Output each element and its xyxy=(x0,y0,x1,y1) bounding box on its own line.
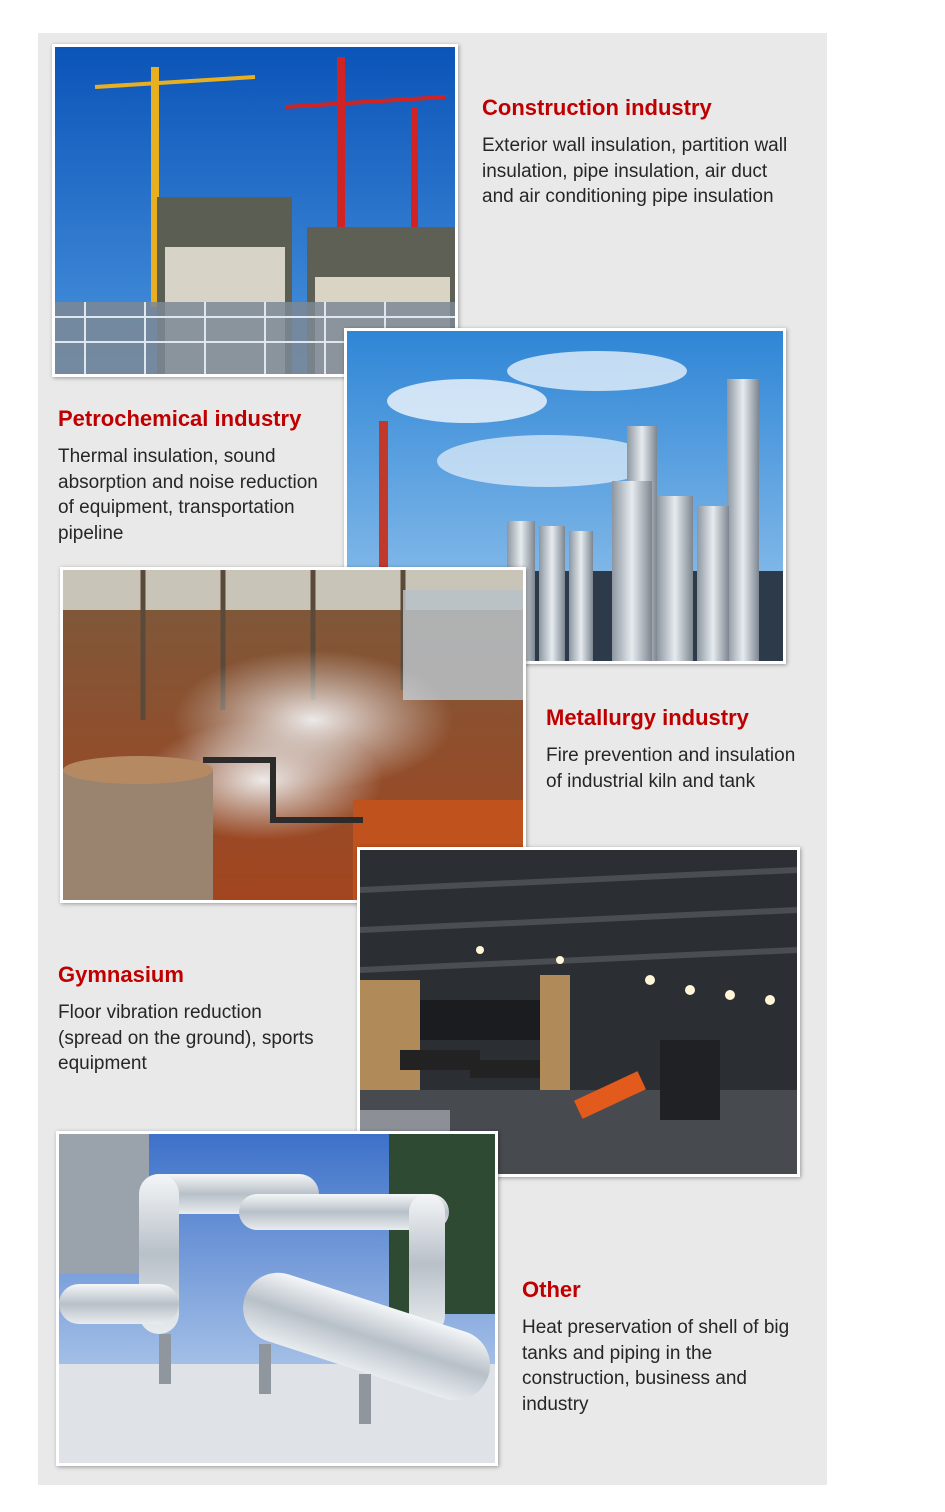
section-description: Heat preservation of shell of big tanks and piping in the construction, business and industry xyxy=(522,1317,790,1416)
section-title: Construction industry xyxy=(482,95,712,120)
insulated-pipes-photo xyxy=(56,1131,498,1466)
section-construction xyxy=(482,95,802,210)
section-description: Exterior wall insulation, partition wall insulation, pipe insulation, air duct and air conditioning pipe insulation xyxy=(482,135,788,208)
section-title: Gymnasium xyxy=(58,962,184,987)
section-description: Fire prevention and insulation of industrial kiln and tank xyxy=(546,745,796,792)
section-title: Metallurgy industry xyxy=(546,705,749,730)
gym-equipment-photo xyxy=(357,847,800,1177)
section-petrochemical xyxy=(58,406,320,547)
section-gymnasium xyxy=(58,962,326,1077)
section-title: Petrochemical industry xyxy=(58,406,302,431)
section-metallurgy xyxy=(546,705,808,794)
section-description: Thermal insulation, sound absorption and noise reduction of equipment, transportation pipeline xyxy=(58,446,318,545)
section-description: Floor vibration reduction (spread on the ground), sports equipment xyxy=(58,1002,314,1075)
section-title: Other xyxy=(522,1277,581,1302)
section-other xyxy=(522,1277,807,1418)
